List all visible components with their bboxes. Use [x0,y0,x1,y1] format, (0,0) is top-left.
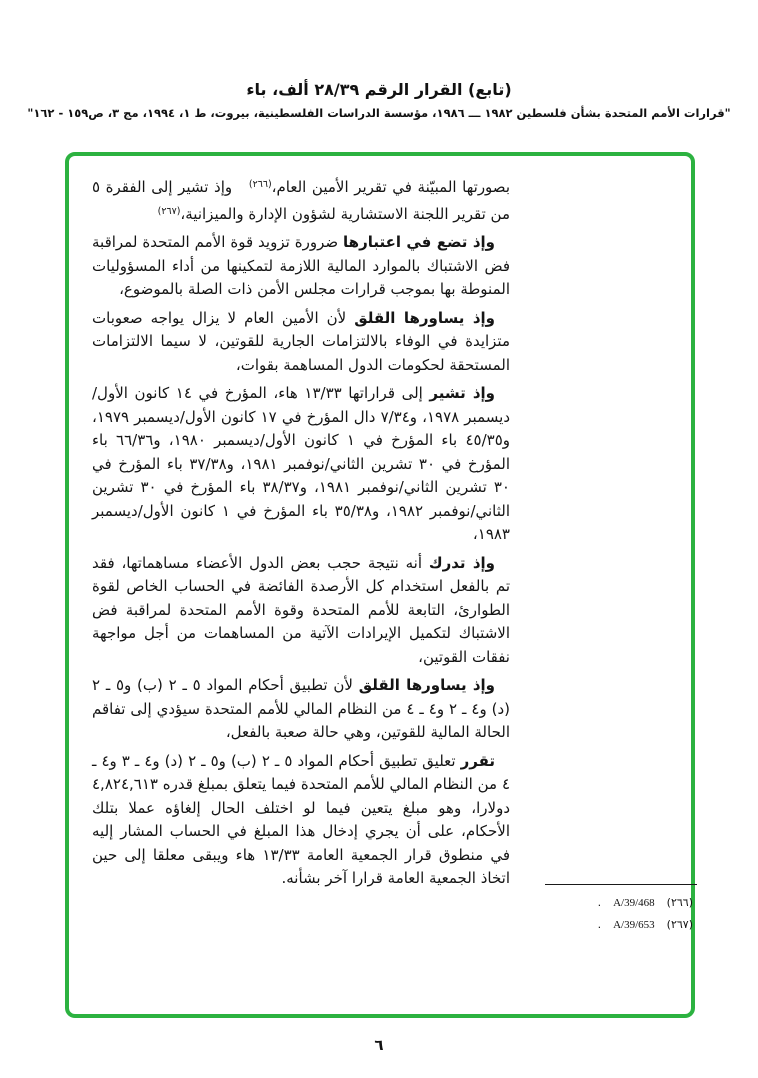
footnote-divider [545,884,697,885]
footnote-number: (٢٦٧) [666,918,693,931]
paragraph [92,231,510,302]
page-header [0,80,758,120]
text-run: ضرورة تزويد قوة الأمم المتحدة لمراقبة فض الاشتباك بالموارد المالية اللازمة لتمكينها من أداء المسؤوليات المنوطة بها بموجب قرارات مجلس الأمن ذات الصلة بالموضوع، [92,233,510,298]
text-run: تعليق تطبيق أحكام المواد ٥ ـ ٢ (ب) و٥ ـ ٢ (د) و٤ ـ ٣ و٤ ـ ٤ من النظام المالي للأمم المتحدة فيما يتعلق بمبلغ قدره ٤,٨٢٤,٦١٣ دولارا، وهو مبلغ يتعين فيما لو اختلف الحال إلغاؤه عملا بتلك الأحكام، على أن يجري إدخال هذا المبلغ في الحساب المشار إليه في منطوق قرار الجمعية العامة ١٣/٣٣ هاء ويبقى معلقا إلى حين اتخاذ الجمعية العامة قرارا آخر بشأنه. [92,751,510,887]
lead-phrase: وإذ يساورها القلق [354,308,495,327]
footnote-period: . [597,896,602,909]
paragraph [92,674,510,745]
paragraph [92,750,510,891]
lead-phrase: وإذ تدرك [428,553,495,572]
footnote-list [545,892,697,936]
paragraph [92,382,510,547]
paragraph [92,173,510,226]
paragraph [92,307,510,378]
page-number: ٦ [374,1036,384,1054]
lead-phrase: وإذ تضع في اعتبارها [343,233,495,251]
footnote-item [545,914,697,936]
lead-phrase: وإذ يساورها القلق [358,676,496,694]
page-title: (تابع) القرار الرقم ٢٨/٣٩ ألف، باء [246,80,512,99]
lead-phrase: تقرر [460,751,496,770]
paragraph [92,552,510,670]
footnote-reference: A/39/468 [613,897,655,909]
footnote-item [545,892,697,914]
text-run: لأن تطبيق أحكام المواد ٥ ـ ٢ (ب) و٥ ـ ٢ (د) و٤ ـ ٢ و٤ ـ ٤ من النظام المالي للأمم المتحدة سيؤدي إلى تفاقم الحالة المالية للقوتين، وهي حالة صعبة بالفعل، [92,676,511,741]
content-border-box [65,152,695,1018]
text-run: وإذ تشير إلى الفقرة ٥ من تقرير اللجنة الاستشارية لشؤون الإدارة والميزانية، [92,178,510,223]
footnotes-block [545,884,697,936]
footnote-period: . [597,918,602,931]
resolution-text [92,173,510,896]
footnote-marker: (٢٦٦) [248,179,272,190]
text-run: لأن الأمين العام لا يزال يواجه صعوبات متزايدة في الوفاء بالالتزامات الجارية للقوتين، لا سيما الالتزامات المستحقة لحكومات الدول المساهمة بقوات، [92,308,510,374]
text-run: بصورتها المبيّنة في تقرير الأمين العام، [271,178,510,196]
lead-phrase: وإذ تشير [429,384,495,402]
footnote-marker: (٢٦٧) [157,205,181,217]
footnote-reference: A/39/653 [613,919,655,931]
source-citation: "قرارات الأمم المتحدة بشأن فلسطين ١٩٨٢ ـــ ١٩٨٦، مؤسسة الدراسات الفلسطينية، بيروت، ط ١، ١٩٩٤، مج ٣، ص١٥٩ - ١٦٢" [27,106,731,120]
footnote-number: (٢٦٦) [666,896,693,909]
text-run: إلى قراراتها ١٣/٣٣ هاء، المؤرخ في ١٤ كانون الأول/ ديسمبر ١٩٧٨، و٧/٣٤ دال المؤرخ في ١٧ كانون الأول/ديسمبر ١٩٧٩، و٤٥/٣٥ باء المؤرخ في ١ كانون الأول/ديسمبر ١٩٨٠، و٦٦/٣٦ باء المؤرخ في ٣٠ تشرين الثاني/نوفمبر ١٩٨١، و٣٧/٣٨ باء المؤرخ في ٣٠ تشرين الثاني/نوفمبر ١٩٨١، و٣٨/٣٧ باء المؤرخ في ٣٠ تشرين الثاني/نوفمبر ١٩٨٢، و٣٥/٣٨ باء المؤرخ في ١ كانون الأول/ديسمبر ١٩٨٣، [92,384,511,543]
text-run: أنه نتيجة حجب بعض الدول الأعضاء مساهماتها، فقد تم بالفعل استخدام كل الأرصدة الفائضة في الحساب الخاص لقوة الطوارئ، التابعة للأمم المتحدة وقوة الأمم المتحدة لمراقبة فض الاشتباك لتكميل الإيرادات الآتية من المساهمات من أجل مواجهة نفقات القوتين، [92,553,510,666]
